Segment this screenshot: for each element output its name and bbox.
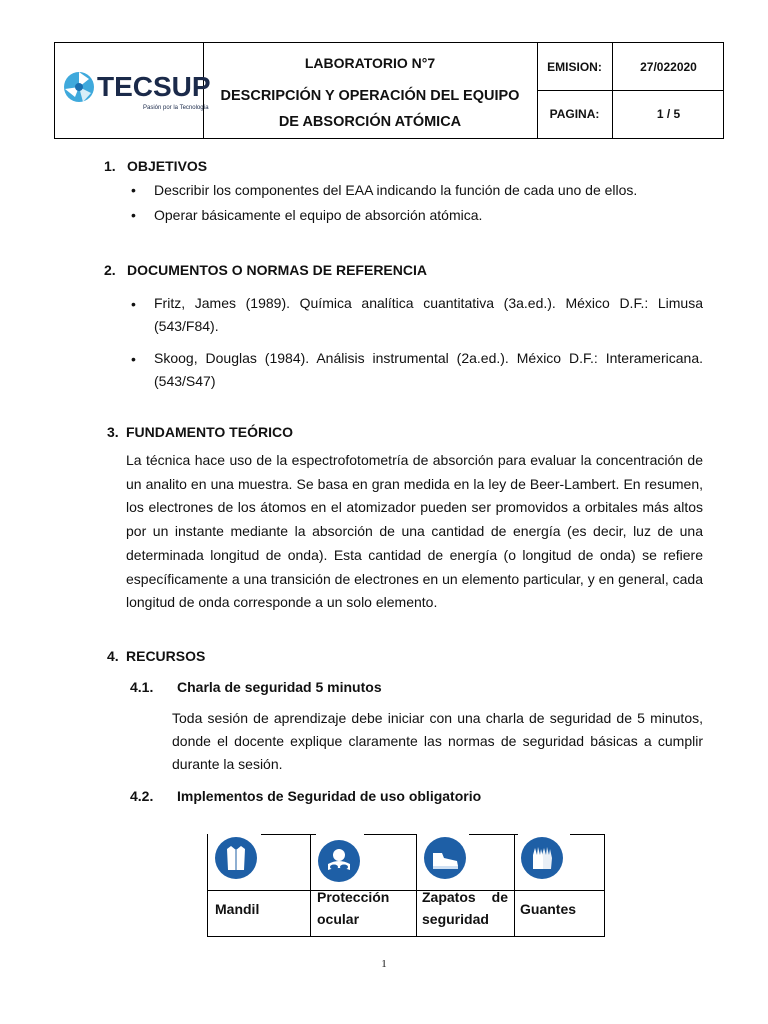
safety-label-guantes: Guantes xyxy=(520,901,577,917)
section-number: 2. xyxy=(104,262,116,278)
emision-value: 27/022020 xyxy=(640,59,697,74)
safety-shoe-icon xyxy=(424,837,466,879)
document-header-table xyxy=(54,42,724,139)
section-title-fundamento: FUNDAMENTO TEÓRICO xyxy=(126,424,293,440)
logo-wordmark: TECSUP xyxy=(97,71,211,102)
page-number: 1 xyxy=(381,958,387,970)
section-number: 1. xyxy=(104,158,116,174)
lab-title: LABORATORIO N°7 xyxy=(304,55,436,71)
gloves-icon xyxy=(521,837,563,879)
subsection-title-charla: Charla de seguridad 5 minutos xyxy=(177,679,382,695)
section-number: 3. xyxy=(107,424,119,440)
emision-label: EMISION: xyxy=(547,59,602,74)
list-item: Describir los componentes del EAA indicando la función de cada uno de ellos. xyxy=(154,182,638,198)
pagina-label: PAGINA: xyxy=(549,107,600,121)
bullet-icon: • xyxy=(131,351,136,367)
safety-label-zapatos: Zapatos de seguridad xyxy=(422,889,508,927)
logo-tagline: Pasión por la Tecnología xyxy=(143,105,209,111)
subsection-title-implementos: Implementos de Seguridad de uso obligatorio xyxy=(177,788,482,804)
section-number: 4. xyxy=(107,648,119,664)
doc-title-line1: DESCRIPCIÓN Y OPERACIÓN DEL EQUIPO xyxy=(220,88,520,104)
doc-title-line2: DE ABSORCIÓN ATÓMICA xyxy=(278,114,462,130)
subsection-number: 4.2. xyxy=(130,788,154,804)
list-item: Fritz, James (1989). Química analítica cuantitativa (3a.ed.). México D.F.: Limusa (543/F84). xyxy=(154,295,703,334)
list-item: Operar básicamente el equipo de absorción atómica. xyxy=(154,207,483,223)
lab-coat-icon xyxy=(215,837,257,879)
paragraph-fundamento: La técnica hace uso de la espectrofotometría de absorción para evaluar la concentración de un analito en una muestra. Se basa en gran medida en la ley de Beer-Lambert. En resumen, los electrones de los átomos en el atomizador pueden ser promovidos a orbitales más altos por un instante mediante la absorción de una cantidad de energía (es decir, luz de una determinada longitud de onda). Esta cantidad de energía (o longitud de onda) se refiere específicamente a una transición de electrones en un elemento particular, y en general, cada longitud de onda corresponde a un solo elemento. xyxy=(126,452,703,611)
goggles-icon xyxy=(318,840,360,882)
safety-label-proteccion-ocular: Protección ocular xyxy=(317,889,390,927)
section-title-recursos: RECURSOS xyxy=(126,648,206,664)
paragraph-charla: Toda sesión de aprendizaje debe iniciar con una charla de seguridad de 5 minutos, donde el docente explique claramente las normas de seguridad básicas a cumplir durante la sesión. xyxy=(172,710,703,772)
bullet-icon: • xyxy=(131,296,136,312)
subsection-number: 4.1. xyxy=(130,679,154,695)
tecsup-logo xyxy=(61,65,211,117)
safety-equipment-table xyxy=(207,834,605,937)
section-title-objetivos: OBJETIVOS xyxy=(127,158,208,174)
safety-label-mandil: Mandil xyxy=(215,901,260,917)
section-title-documentos: DOCUMENTOS O NORMAS DE REFERENCIA xyxy=(127,262,427,278)
pagina-value: 1 / 5 xyxy=(656,107,681,121)
bullet-icon: • xyxy=(131,182,136,198)
tecsup-emblem-icon xyxy=(61,67,97,107)
list-item: Skoog, Douglas (1984). Análisis instrumental (2a.ed.). México D.F.: Interamericana. (543/S47) xyxy=(154,350,703,389)
bullet-icon: • xyxy=(131,207,136,223)
